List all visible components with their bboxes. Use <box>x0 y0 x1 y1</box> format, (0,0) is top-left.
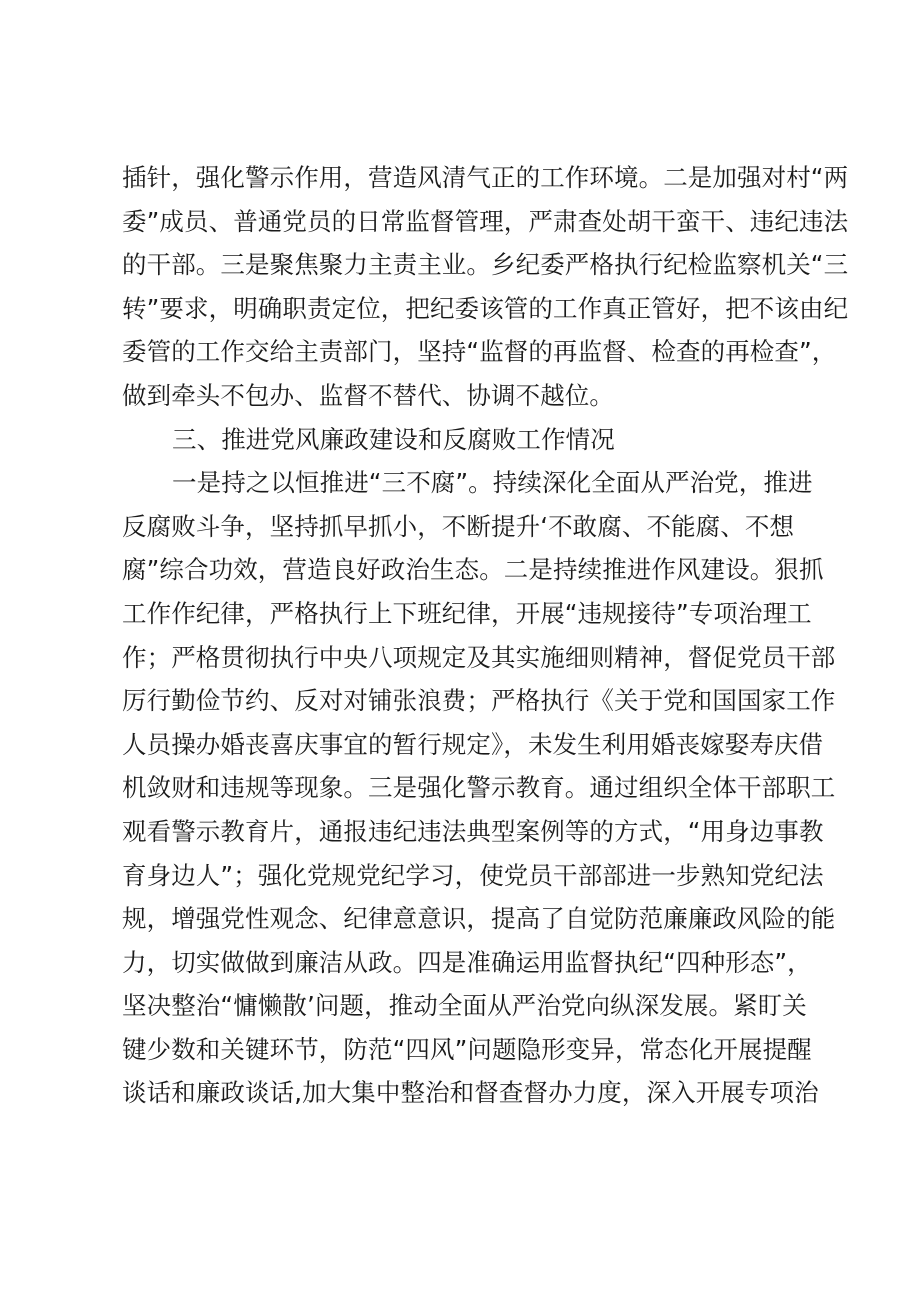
paragraph-line: 键少数和关键环节，防范“四风”问题隐形变异，常态化开展提醒 <box>122 1034 812 1064</box>
paragraph-line: 腐”综合功效，营造良好政治生态。二是持续推进作风建设。狠抓 <box>122 555 824 585</box>
paragraph-line: 委管的工作交给主责部门，坚持“监督的再监督、检查的再检查”， <box>122 337 837 367</box>
paragraph-line: 插针，强化警示作用，营造风清气正的工作环境。二是加强对村“两 <box>122 163 849 192</box>
paragraph-line: 育身边人”；强化党规党纪学习，使党员干部部进一步熟知党纪法 <box>122 860 824 890</box>
paragraph-line: 委”成员、普通党员的日常监督管理，严肃查处胡干蛮干、违纪违法 <box>122 206 849 236</box>
paragraph-line: 谈话和廉政谈话,加大集中整治和督查督办力度，深入开展专项治 <box>122 1078 819 1108</box>
paragraph-line: 人员操办婚丧喜庆事宜的暂行规定》，未发生利用婚丧嫁娶寿庆借 <box>122 729 824 759</box>
paragraph-line: 转”要求，明确职责定位，把纪委该管的工作真正管好，把不该由纪 <box>122 293 849 323</box>
paragraph-line: 规，增强党性观念、纪律意意识，提高了自觉防范廉廉政风险的能 <box>122 904 836 934</box>
paragraph-line: 工作作纪律，严格执行上下班纪律，开展“违规接待”专项治理工 <box>122 598 812 628</box>
section-heading: 三、推进党风廉政建设和反腐败工作情况 <box>172 424 615 454</box>
paragraph-line: 力，切实做做到廉洁从政。四是准确运用监督执纪“四种形态”， <box>122 947 812 977</box>
paragraph-line: 做到牵头不包办、监督不替代、协调不越位。 <box>122 380 614 410</box>
paragraph-line: 机敛财和违规等现象。三是强化警示教育。通过组织全体干部职工 <box>122 773 836 803</box>
paragraph-line: 坚决整治“慵懒散’问题，推动全面从严治党向纵深发展。紧盯关 <box>122 991 807 1021</box>
paragraph-line: 反腐败斗争，坚持抓早抓小，不断提升‘不敢腐、不能腐、不想 <box>122 511 795 541</box>
paragraph-line: 厉行勤俭节约、反对对铺张浪费；严格执行《关于党和国国家工作 <box>122 686 836 716</box>
document-body <box>122 156 849 1115</box>
paragraph-line: 观看警示教育片，通报违纪违法典型案例等的方式，“用身边事教 <box>122 816 824 846</box>
paragraph-line: 作；严格贯彻执行中央八项规定及其实施细则精神，督促党员干部 <box>122 642 836 672</box>
paragraph-line: 一是持之以恒推进“三不腐”。持续深化全面从严治党，推进 <box>172 468 813 498</box>
paragraph-line: 的干部。三是聚焦聚力主责主业。乡纪委严格执行纪检监察机关“三 <box>122 250 849 280</box>
